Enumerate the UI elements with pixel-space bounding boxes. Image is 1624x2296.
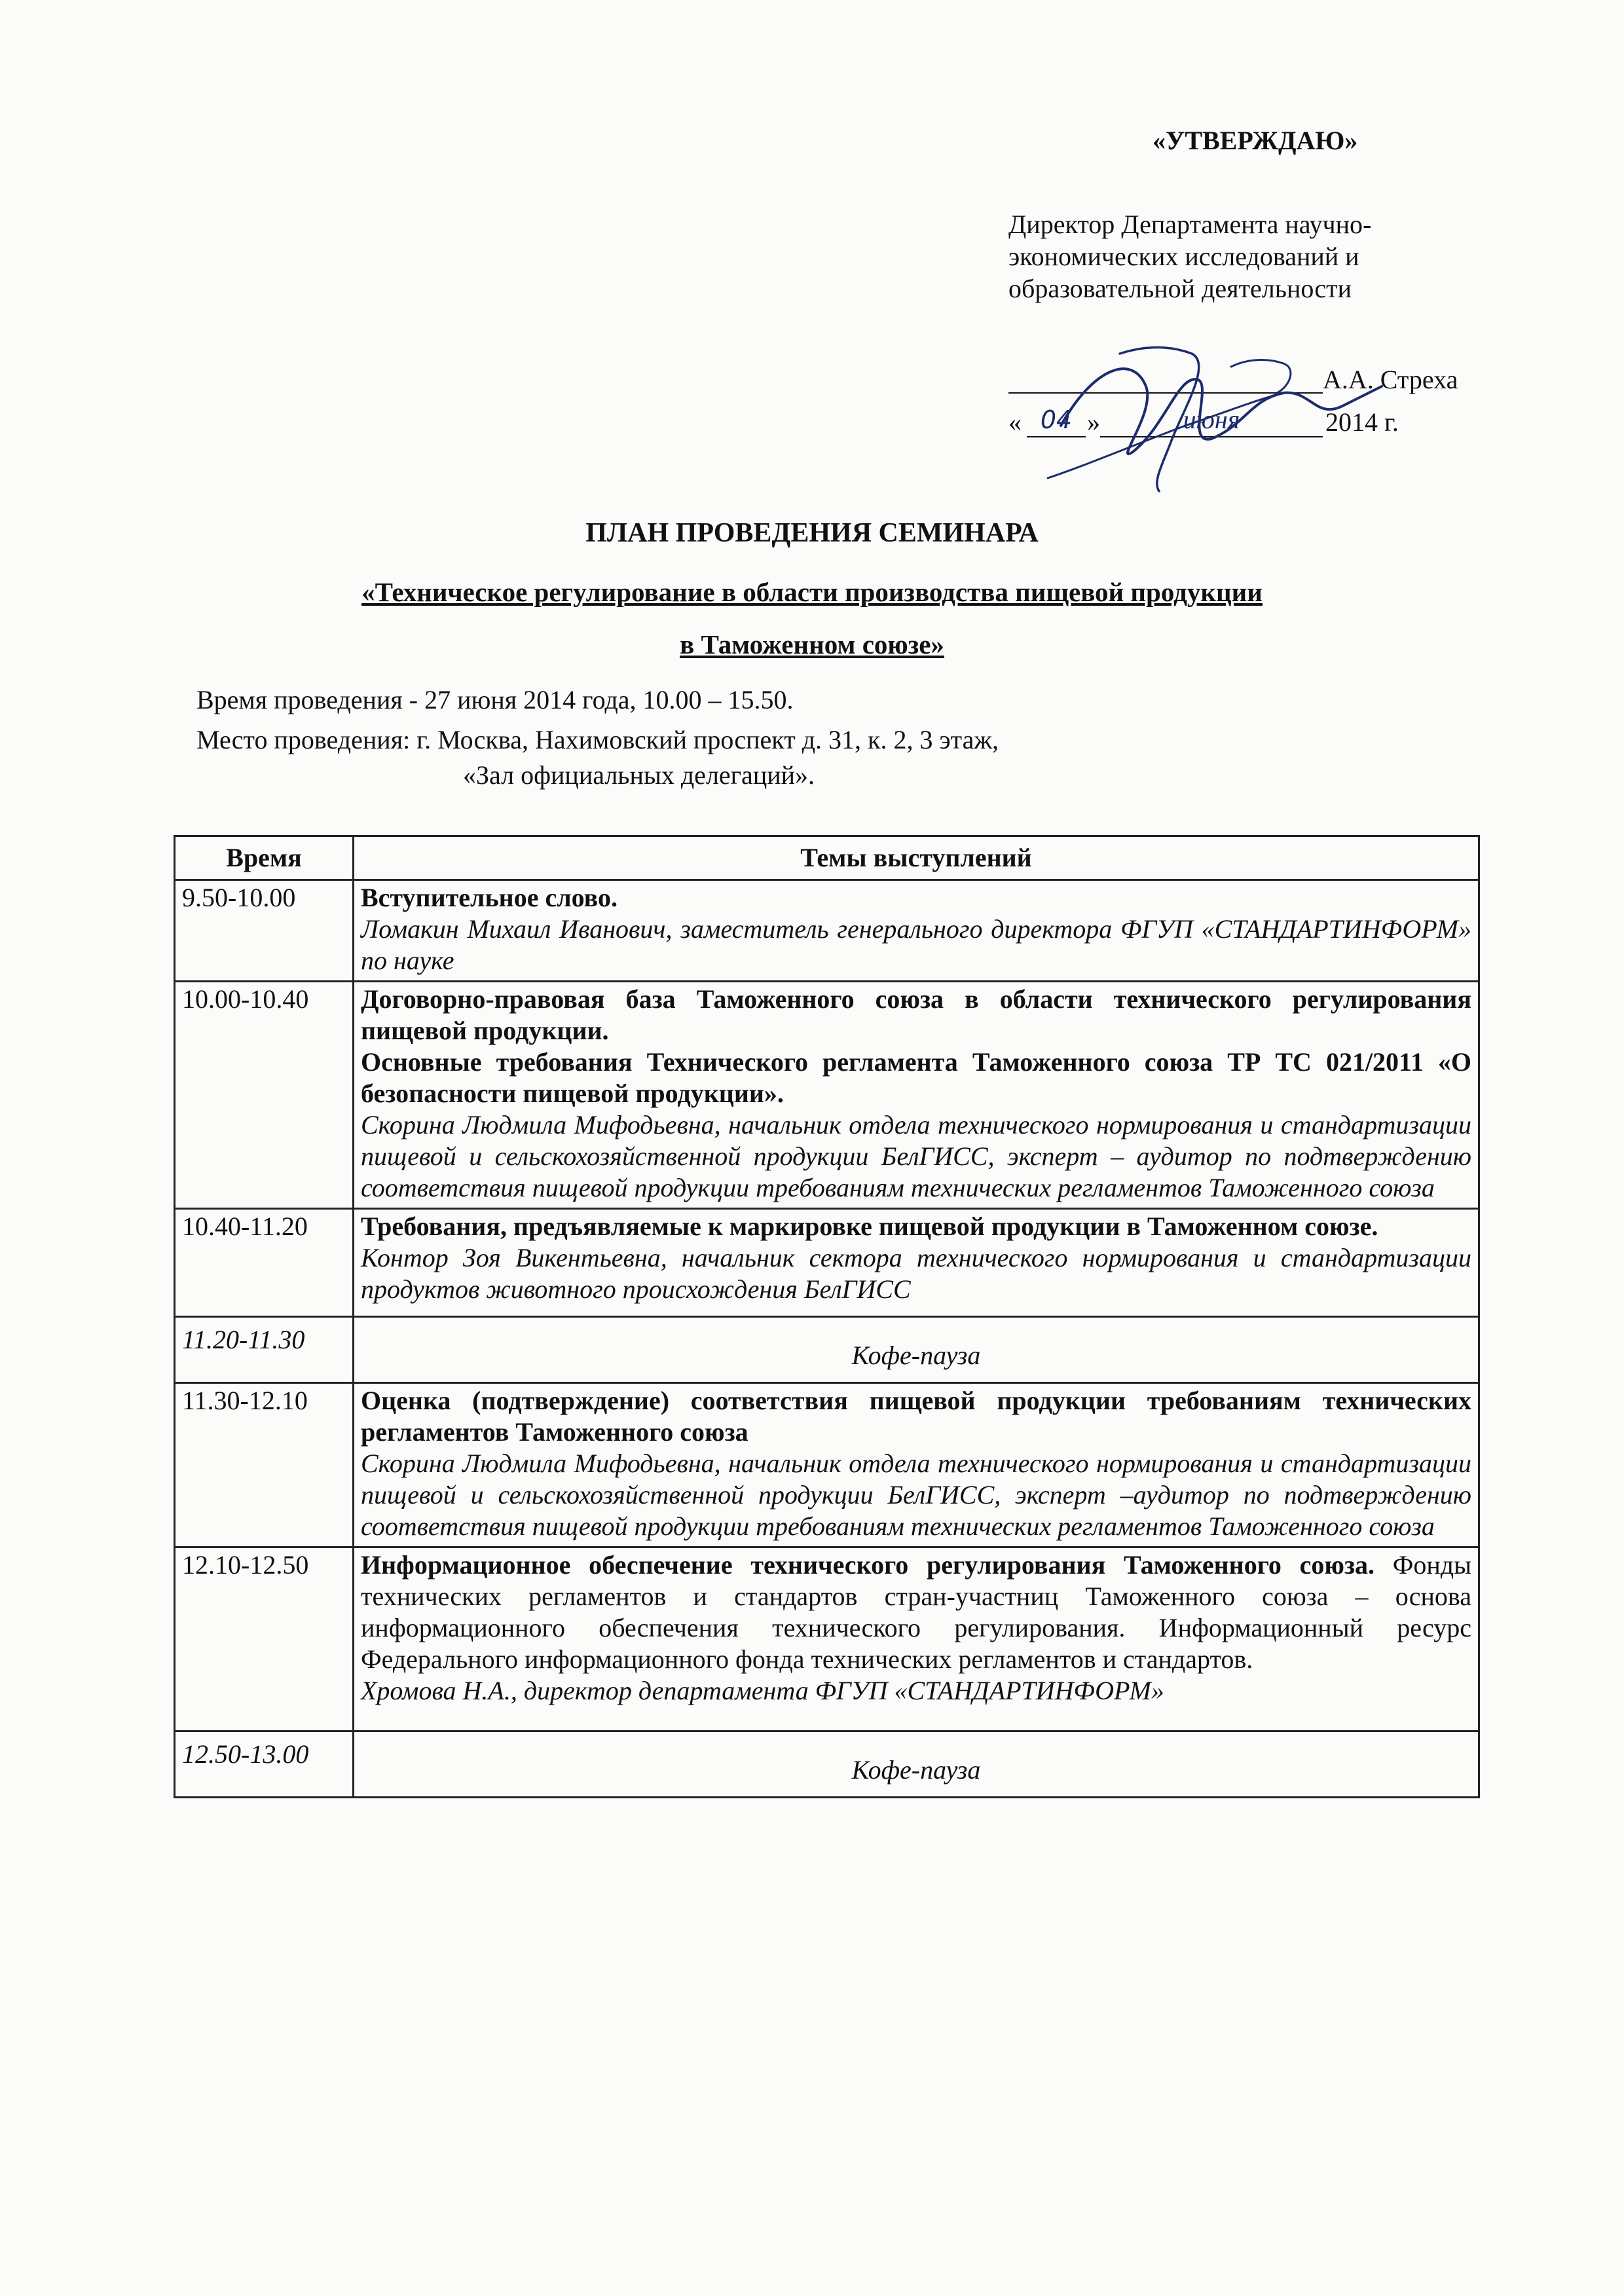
speaker: Хромова Н.А., директор департамента ФГУП «СТАНДАРТИНФОРМ» [361, 1676, 1164, 1705]
event-hall: «Зал официальных делегаций». [463, 760, 815, 790]
header-topics: Темы выступлений [354, 836, 1479, 880]
row-time: 11.20-11.30 [175, 1317, 354, 1383]
table-row [175, 880, 1479, 982]
row-time: 10.40-11.20 [175, 1209, 354, 1317]
row-topic [354, 1209, 1479, 1317]
event-time: Время проведения - 27 июня 2014 года, 10.00 – 15.50. [196, 685, 794, 714]
date-year: 2014 г. [1325, 407, 1399, 437]
event-place: Место проведения: г. Москва, Нахимовский проспект д. 31, к. 2, 3 этаж, [196, 725, 999, 754]
document-title: ПЛАН ПРОВЕДЕНИЯ СЕМИНАРА [585, 518, 1039, 548]
topic-title: Вступительное слово. [361, 883, 618, 912]
topic-title: Оценка (подтверждение) соответствия пищевой продукции требованиям технических регламентов Таможенного союза [361, 1386, 1471, 1447]
approver-name: А.А. Стреха [1323, 365, 1458, 394]
table-header-row [175, 836, 1479, 880]
date-close-quote: » [1087, 407, 1100, 437]
speaker: Скорина Людмила Мифодьевна, начальник отдела технического нормирования и стандартизации пищевой и сельскохозяйственной продукции БелГИСС, эксперт –аудитор по подтверждению соответствия пищевой продукции требованиям технических регламентов Таможенного союза [361, 1449, 1471, 1541]
speaker: Ломакин Михаил Иванович, заместитель генерального директора ФГУП «СТАНДАРТИНФОРМ» по науке [361, 914, 1471, 975]
approval-title: «УТВЕРЖДАЮ» [1153, 126, 1358, 155]
coffee-break: Кофе-пауза [354, 1317, 1479, 1383]
topic-title: Договорно-правовая база Таможенного союза в области технического регулирования пищевой продукции. [361, 984, 1471, 1045]
schedule-table [174, 835, 1480, 1798]
table-row [175, 982, 1479, 1209]
topic-title: Информационное обеспечение технического регулирования Таможенного союза. [361, 1550, 1375, 1580]
coffee-break: Кофе-пауза [354, 1731, 1479, 1798]
date-month: июня [1100, 403, 1323, 437]
speaker: Контор Зоя Викентьевна, начальник сектора технического нормирования и стандартизации продуктов животного происхождения БелГИСС [361, 1243, 1471, 1304]
table-row-break [175, 1317, 1479, 1383]
speaker: Скорина Людмила Мифодьевна, начальник отдела технического нормирования и стандартизации пищевой и сельскохозяйственной продукции БелГИСС, эксперт – аудитор по подтверждению соответствия пищевой продукции требованиям технических регламентов Таможенного союза [361, 1110, 1471, 1202]
row-topic [354, 880, 1479, 982]
approver-position: Директор Департамента научно-экономических исследований и образовательной деятельности [1008, 210, 1372, 303]
topic-title-2: Основные требования Технического регламента Таможенного союза ТР ТС 021/2011 «О безопасности пищевой продукции». [361, 1047, 1471, 1108]
date-day: 04 [1027, 403, 1086, 437]
row-time: 9.50-10.00 [175, 880, 354, 982]
row-topic [354, 1383, 1479, 1547]
row-topic [354, 1547, 1479, 1731]
document-subtitle-line-1: «Техническое регулирование в области производства пищевой продукции [361, 577, 1263, 607]
handwritten-signature [1035, 327, 1388, 498]
row-time: 10.00-10.40 [175, 982, 354, 1209]
row-time: 12.10-12.50 [175, 1547, 354, 1731]
table-row-break [175, 1731, 1479, 1798]
row-time: 12.50-13.00 [175, 1731, 354, 1798]
topic-description: Фонды технических регламентов и стандартов стран-участниц Таможенного союза – основа информационного обеспечения технического регулирования. Информационный ресурс Федерального информационного фонда технических регламентов и стандартов. [361, 1550, 1472, 1674]
row-topic [354, 982, 1479, 1209]
document-subtitle-line-2: в Таможенном союзе» [680, 629, 944, 659]
table-row [175, 1547, 1479, 1731]
date-open-quote: « [1008, 407, 1022, 437]
topic-title: Требования, предъявляемые к маркировке пищевой продукции в Таможенном союзе. [361, 1212, 1378, 1241]
table-row [175, 1383, 1479, 1547]
row-time: 11.30-12.10 [175, 1383, 354, 1547]
table-row [175, 1209, 1479, 1317]
header-time: Время [175, 836, 354, 880]
